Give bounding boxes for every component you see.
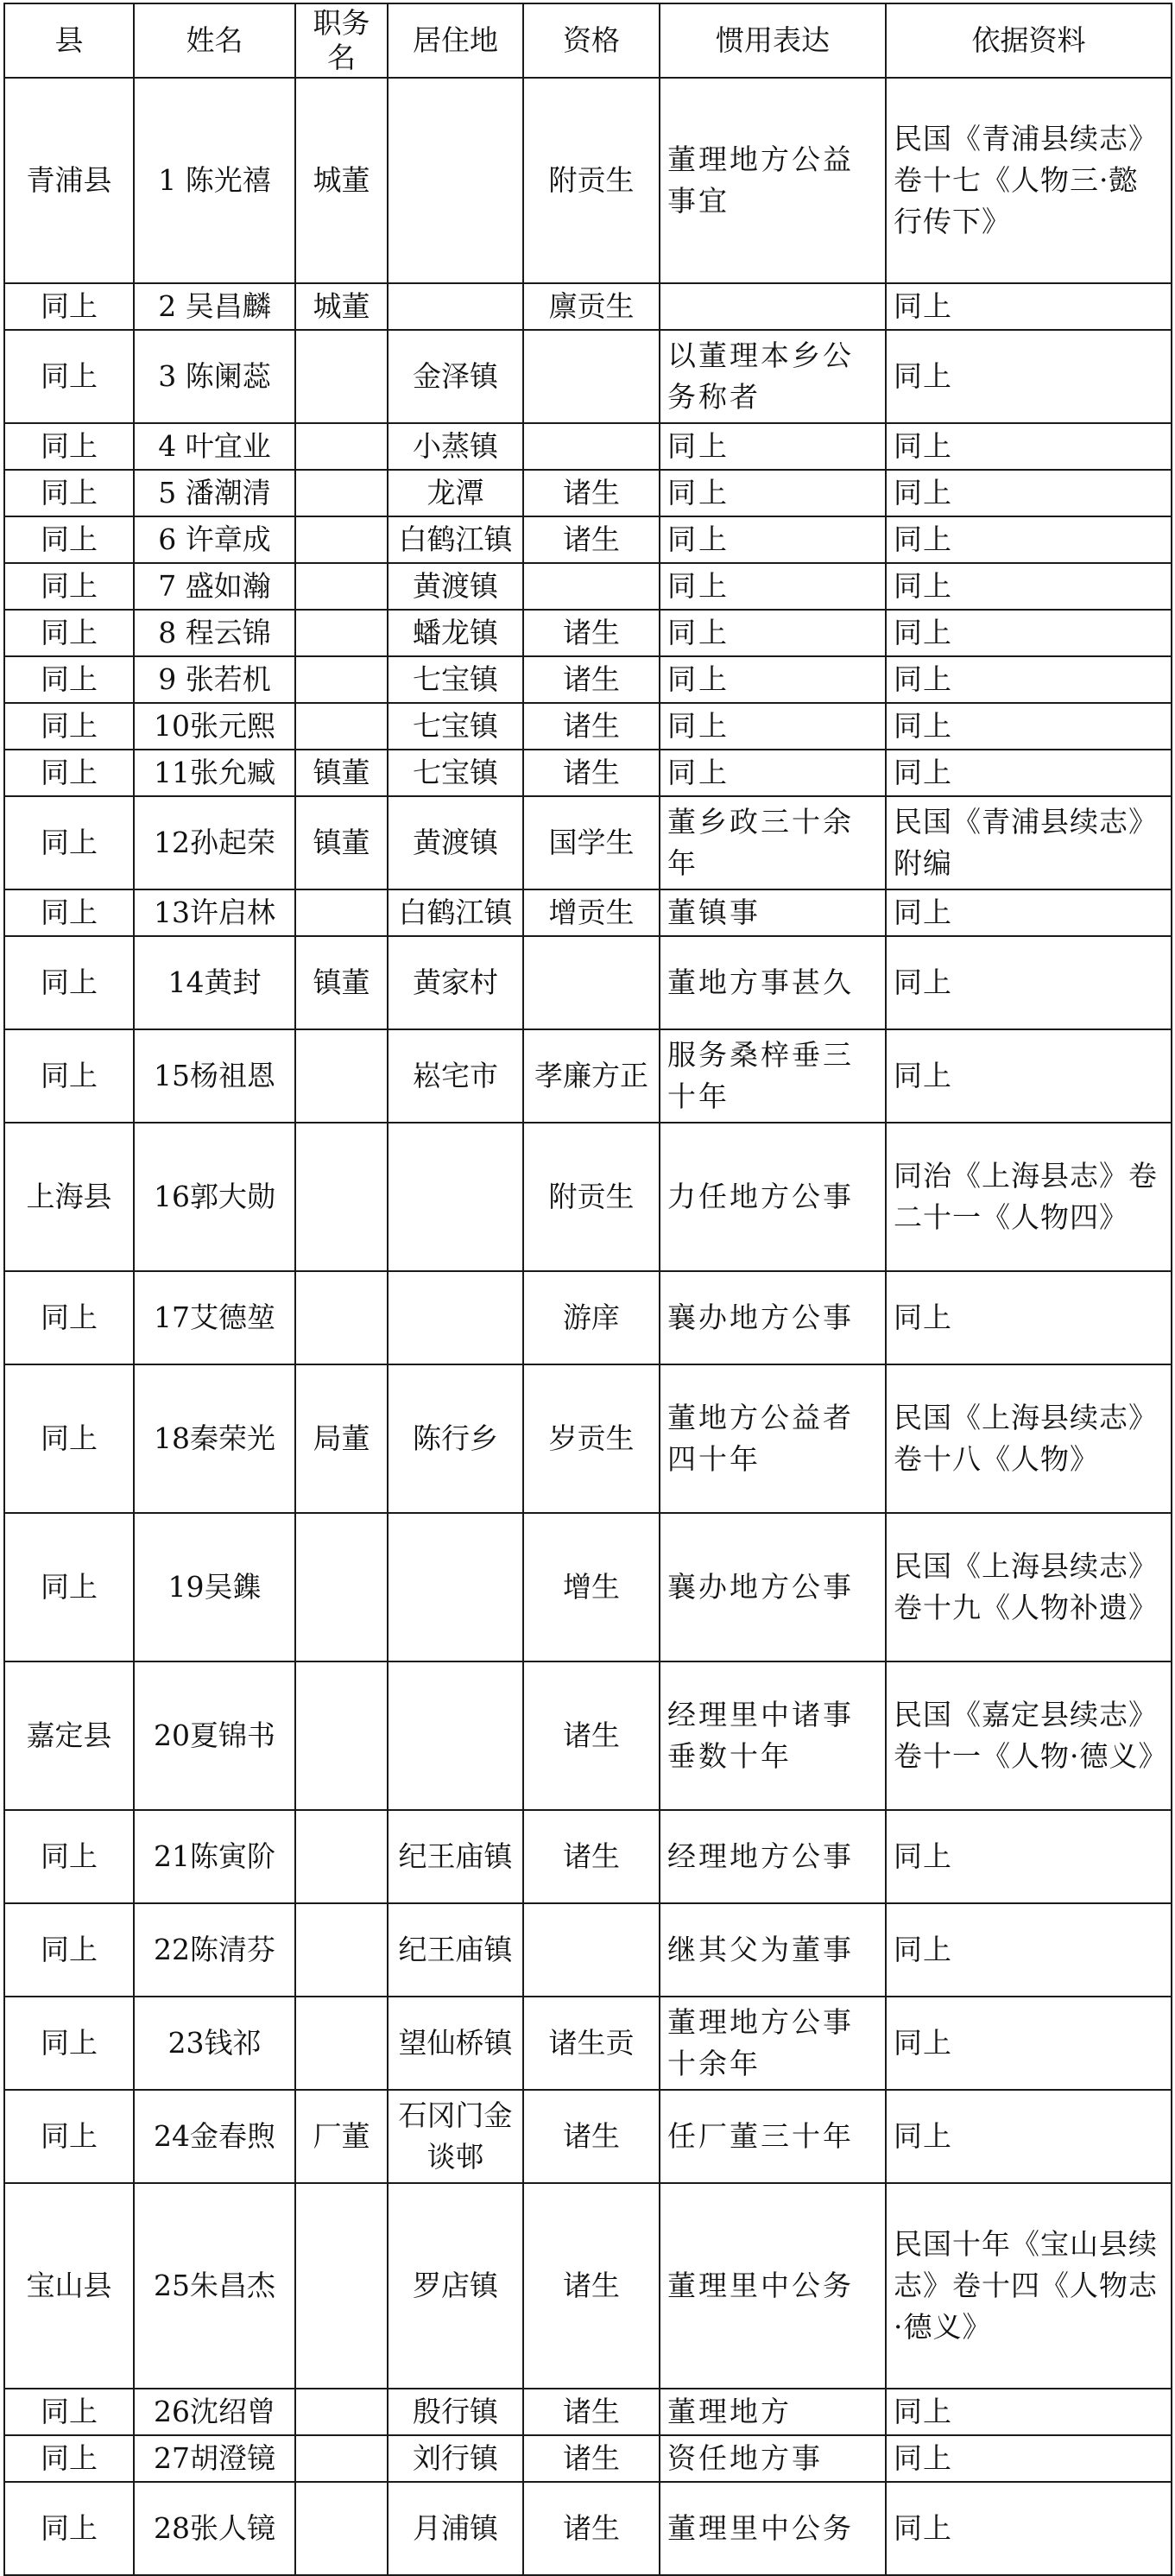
cell-title — [295, 1903, 388, 1997]
cell-residence: 白鹤江镇 — [388, 889, 523, 936]
cell-county: 同上 — [4, 2090, 134, 2183]
cell-residence: 蟠龙镇 — [388, 610, 523, 656]
cell-name: 3 陈阑蕊 — [134, 330, 295, 423]
cell-county: 同上 — [4, 283, 134, 330]
cell-name: 7 盛如瀚 — [134, 563, 295, 610]
cell-qualification: 诸生 — [523, 2090, 660, 2183]
cell-source: 民国十年《宝山县续志》卷十四《人物志·德义》 — [886, 2183, 1172, 2389]
cell-expression: 同上 — [660, 470, 886, 516]
header-row — [4, 3, 1172, 78]
cell-county: 同上 — [4, 889, 134, 936]
cell-county: 同上 — [4, 1997, 134, 2090]
cell-source: 民国《青浦县续志》附编 — [886, 796, 1172, 889]
cell-name: 2 吴昌麟 — [134, 283, 295, 330]
table-body — [4, 78, 1172, 2575]
cell-county: 同上 — [4, 1810, 134, 1903]
cell-county: 同上 — [4, 2482, 134, 2575]
table-row — [4, 470, 1172, 516]
table-row — [4, 796, 1172, 889]
cell-title — [295, 1810, 388, 1903]
cell-qualification — [523, 423, 660, 470]
cell-title: 镇董 — [295, 796, 388, 889]
cell-title — [295, 2482, 388, 2575]
cell-name: 10张元熙 — [134, 703, 295, 750]
table-row — [4, 2482, 1172, 2575]
cell-residence: 龙潭 — [388, 470, 523, 516]
cell-source: 民国《嘉定县续志》卷十一《人物·德义》 — [886, 1661, 1172, 1810]
cell-name: 9 张若机 — [134, 656, 295, 703]
table-row — [4, 2435, 1172, 2482]
cell-source: 同治《上海县志》卷二十一《人物四》 — [886, 1123, 1172, 1271]
cell-title — [295, 703, 388, 750]
header-title: 职务名 — [295, 3, 388, 78]
table-row — [4, 2183, 1172, 2389]
cell-title — [295, 2435, 388, 2482]
cell-name: 20夏锦书 — [134, 1661, 295, 1810]
cell-qualification: 诸生 — [523, 470, 660, 516]
cell-residence: 罗店镇 — [388, 2183, 523, 2389]
cell-name: 17艾德堃 — [134, 1271, 295, 1364]
cell-expression: 同上 — [660, 563, 886, 610]
cell-title — [295, 610, 388, 656]
cell-source: 同上 — [886, 936, 1172, 1029]
cell-qualification — [523, 1903, 660, 1997]
table-row — [4, 516, 1172, 563]
cell-name: 1 陈光禧 — [134, 78, 295, 283]
cell-county: 同上 — [4, 423, 134, 470]
cell-title — [295, 2389, 388, 2435]
cell-title: 厂董 — [295, 2090, 388, 2183]
cell-county: 同上 — [4, 936, 134, 1029]
cell-source: 同上 — [886, 330, 1172, 423]
cell-qualification: 附贡生 — [523, 1123, 660, 1271]
cell-qualification: 增贡生 — [523, 889, 660, 936]
table-row — [4, 283, 1172, 330]
cell-source: 同上 — [886, 2389, 1172, 2435]
cell-source: 同上 — [886, 610, 1172, 656]
cell-title — [295, 1123, 388, 1271]
cell-title — [295, 656, 388, 703]
cell-county: 同上 — [4, 610, 134, 656]
cell-name: 27胡澄镜 — [134, 2435, 295, 2482]
cell-residence — [388, 1513, 523, 1661]
cell-name: 19吴鏶 — [134, 1513, 295, 1661]
table-row — [4, 1029, 1172, 1123]
cell-title: 镇董 — [295, 750, 388, 796]
cell-qualification: 诸生 — [523, 1661, 660, 1810]
table-row — [4, 1903, 1172, 1997]
cell-name: 28张人镜 — [134, 2482, 295, 2575]
cell-qualification: 游庠 — [523, 1271, 660, 1364]
cell-title — [295, 470, 388, 516]
cell-expression: 同上 — [660, 423, 886, 470]
gentry-table — [3, 3, 1172, 2576]
cell-source: 民国《上海县续志》卷十九《人物补遗》 — [886, 1513, 1172, 1661]
table-row — [4, 78, 1172, 283]
cell-county: 同上 — [4, 1271, 134, 1364]
cell-qualification: 诸生贡 — [523, 1997, 660, 2090]
table-row — [4, 1271, 1172, 1364]
cell-expression: 董理地方公事十余年 — [660, 1997, 886, 2090]
cell-source: 同上 — [886, 470, 1172, 516]
cell-source: 同上 — [886, 2090, 1172, 2183]
cell-name: 23钱祁 — [134, 1997, 295, 2090]
cell-qualification — [523, 936, 660, 1029]
cell-expression: 资任地方事 — [660, 2435, 886, 2482]
cell-county: 同上 — [4, 703, 134, 750]
cell-title — [295, 1271, 388, 1364]
cell-county: 同上 — [4, 1029, 134, 1123]
cell-county: 同上 — [4, 516, 134, 563]
cell-name: 14黄封 — [134, 936, 295, 1029]
cell-name: 6 许章成 — [134, 516, 295, 563]
header-expression: 惯用表达 — [660, 3, 886, 78]
cell-name: 13许启林 — [134, 889, 295, 936]
table-row — [4, 610, 1172, 656]
cell-qualification: 诸生 — [523, 2183, 660, 2389]
cell-county: 同上 — [4, 796, 134, 889]
cell-expression: 董理里中公务 — [660, 2482, 886, 2575]
table-row — [4, 563, 1172, 610]
cell-residence: 金泽镇 — [388, 330, 523, 423]
cell-qualification: 增生 — [523, 1513, 660, 1661]
table-row — [4, 1661, 1172, 1810]
cell-expression: 继其父为董事 — [660, 1903, 886, 1997]
cell-county: 同上 — [4, 563, 134, 610]
cell-expression: 襄办地方公事 — [660, 1513, 886, 1661]
cell-title — [295, 1661, 388, 1810]
cell-expression: 经理里中诸事垂数十年 — [660, 1661, 886, 1810]
table-row — [4, 2090, 1172, 2183]
table-row — [4, 1513, 1172, 1661]
cell-expression — [660, 283, 886, 330]
cell-residence — [388, 78, 523, 283]
cell-residence: 黄渡镇 — [388, 796, 523, 889]
cell-county: 同上 — [4, 330, 134, 423]
cell-name: 25朱昌杰 — [134, 2183, 295, 2389]
cell-county: 同上 — [4, 470, 134, 516]
cell-source: 同上 — [886, 1029, 1172, 1123]
cell-residence: 石冈门金谈邨 — [388, 2090, 523, 2183]
cell-title — [295, 1513, 388, 1661]
cell-expression: 同上 — [660, 516, 886, 563]
table-row — [4, 889, 1172, 936]
cell-title — [295, 563, 388, 610]
cell-county: 上海县 — [4, 1123, 134, 1271]
cell-residence — [388, 1271, 523, 1364]
header-qualification: 资格 — [523, 3, 660, 78]
cell-source: 民国《上海县续志》卷十八《人物》 — [886, 1364, 1172, 1513]
cell-title — [295, 330, 388, 423]
table-row — [4, 1123, 1172, 1271]
cell-residence: 纪王庙镇 — [388, 1903, 523, 1997]
cell-county: 宝山县 — [4, 2183, 134, 2389]
cell-residence: 纪王庙镇 — [388, 1810, 523, 1903]
cell-expression: 董地方事甚久 — [660, 936, 886, 1029]
cell-residence: 殷行镇 — [388, 2389, 523, 2435]
cell-name: 15杨祖恩 — [134, 1029, 295, 1123]
cell-expression: 经理地方公事 — [660, 1810, 886, 1903]
cell-title — [295, 1029, 388, 1123]
cell-expression: 襄办地方公事 — [660, 1271, 886, 1364]
cell-title: 城董 — [295, 283, 388, 330]
cell-source: 同上 — [886, 2435, 1172, 2482]
cell-qualification: 岁贡生 — [523, 1364, 660, 1513]
cell-qualification: 诸生 — [523, 2435, 660, 2482]
cell-source: 同上 — [886, 1997, 1172, 2090]
cell-qualification: 国学生 — [523, 796, 660, 889]
header-name: 姓名 — [134, 3, 295, 78]
table-row — [4, 1810, 1172, 1903]
cell-residence: 黄家村 — [388, 936, 523, 1029]
cell-residence: 陈行乡 — [388, 1364, 523, 1513]
cell-expression: 力任地方公事 — [660, 1123, 886, 1271]
cell-residence — [388, 1123, 523, 1271]
table-row — [4, 750, 1172, 796]
cell-title — [295, 1997, 388, 2090]
cell-residence: 七宝镇 — [388, 750, 523, 796]
cell-county: 同上 — [4, 750, 134, 796]
cell-source: 民国《青浦县续志》卷十七《人物三·懿行传下》 — [886, 78, 1172, 283]
cell-qualification — [523, 330, 660, 423]
cell-name: 24金春煦 — [134, 2090, 295, 2183]
table-row — [4, 656, 1172, 703]
cell-expression: 以董理本乡公务称者 — [660, 330, 886, 423]
cell-name: 12孙起荣 — [134, 796, 295, 889]
cell-county: 同上 — [4, 1903, 134, 1997]
cell-county: 青浦县 — [4, 78, 134, 283]
header-source: 依据资料 — [886, 3, 1172, 78]
table-row — [4, 703, 1172, 750]
cell-expression: 任厂董三十年 — [660, 2090, 886, 2183]
cell-residence: 白鹤江镇 — [388, 516, 523, 563]
table-row — [4, 1364, 1172, 1513]
cell-residence: 望仙桥镇 — [388, 1997, 523, 2090]
cell-source: 同上 — [886, 1271, 1172, 1364]
cell-county: 同上 — [4, 1364, 134, 1513]
cell-source: 同上 — [886, 750, 1172, 796]
cell-name: 26沈绍曾 — [134, 2389, 295, 2435]
cell-source: 同上 — [886, 516, 1172, 563]
cell-qualification: 孝廉方正 — [523, 1029, 660, 1123]
cell-expression: 董乡政三十余年 — [660, 796, 886, 889]
cell-qualification: 诸生 — [523, 656, 660, 703]
table-row — [4, 936, 1172, 1029]
cell-source: 同上 — [886, 2482, 1172, 2575]
cell-expression: 同上 — [660, 656, 886, 703]
cell-qualification — [523, 563, 660, 610]
cell-expression: 同上 — [660, 750, 886, 796]
cell-name: 18秦荣光 — [134, 1364, 295, 1513]
cell-residence: 七宝镇 — [388, 703, 523, 750]
cell-source: 同上 — [886, 423, 1172, 470]
cell-name: 11张允臧 — [134, 750, 295, 796]
cell-title: 镇董 — [295, 936, 388, 1029]
cell-county: 同上 — [4, 1513, 134, 1661]
table-row — [4, 423, 1172, 470]
cell-qualification: 诸生 — [523, 610, 660, 656]
cell-county: 同上 — [4, 2389, 134, 2435]
header-county: 县 — [4, 3, 134, 78]
cell-residence: 刘行镇 — [388, 2435, 523, 2482]
cell-residence — [388, 283, 523, 330]
cell-source: 同上 — [886, 563, 1172, 610]
cell-qualification: 诸生 — [523, 703, 660, 750]
cell-county: 同上 — [4, 2435, 134, 2482]
cell-qualification: 廪贡生 — [523, 283, 660, 330]
table-header — [4, 3, 1172, 78]
header-residence: 居住地 — [388, 3, 523, 78]
cell-name: 4 叶宜业 — [134, 423, 295, 470]
cell-expression: 董理里中公务 — [660, 2183, 886, 2389]
cell-name: 5 潘潮清 — [134, 470, 295, 516]
cell-qualification: 诸生 — [523, 1810, 660, 1903]
cell-qualification: 诸生 — [523, 750, 660, 796]
cell-title — [295, 2183, 388, 2389]
cell-name: 22陈清芬 — [134, 1903, 295, 1997]
cell-title — [295, 423, 388, 470]
table-row — [4, 1997, 1172, 2090]
cell-expression: 董理地方 — [660, 2389, 886, 2435]
cell-county: 嘉定县 — [4, 1661, 134, 1810]
cell-expression: 董镇事 — [660, 889, 886, 936]
cell-expression: 董地方公益者四十年 — [660, 1364, 886, 1513]
cell-source: 同上 — [886, 283, 1172, 330]
cell-title: 城董 — [295, 78, 388, 283]
cell-qualification: 诸生 — [523, 516, 660, 563]
cell-name: 16郭大勋 — [134, 1123, 295, 1271]
cell-expression: 董理地方公益事宜 — [660, 78, 886, 283]
cell-residence: 小蒸镇 — [388, 423, 523, 470]
cell-expression: 同上 — [660, 703, 886, 750]
cell-qualification: 附贡生 — [523, 78, 660, 283]
cell-source: 同上 — [886, 1903, 1172, 1997]
cell-qualification: 诸生 — [523, 2482, 660, 2575]
cell-source: 同上 — [886, 703, 1172, 750]
cell-source: 同上 — [886, 656, 1172, 703]
cell-residence: 崧宅市 — [388, 1029, 523, 1123]
cell-source: 同上 — [886, 889, 1172, 936]
table-row — [4, 330, 1172, 423]
cell-residence: 月浦镇 — [388, 2482, 523, 2575]
cell-qualification: 诸生 — [523, 2389, 660, 2435]
table-row — [4, 2389, 1172, 2435]
cell-name: 8 程云锦 — [134, 610, 295, 656]
cell-expression: 同上 — [660, 610, 886, 656]
cell-residence: 七宝镇 — [388, 656, 523, 703]
cell-residence — [388, 1661, 523, 1810]
cell-title — [295, 516, 388, 563]
cell-name: 21陈寅阶 — [134, 1810, 295, 1903]
cell-county: 同上 — [4, 656, 134, 703]
cell-residence: 黄渡镇 — [388, 563, 523, 610]
cell-source: 同上 — [886, 1810, 1172, 1903]
cell-title — [295, 889, 388, 936]
cell-title: 局董 — [295, 1364, 388, 1513]
cell-expression: 服务桑梓垂三十年 — [660, 1029, 886, 1123]
